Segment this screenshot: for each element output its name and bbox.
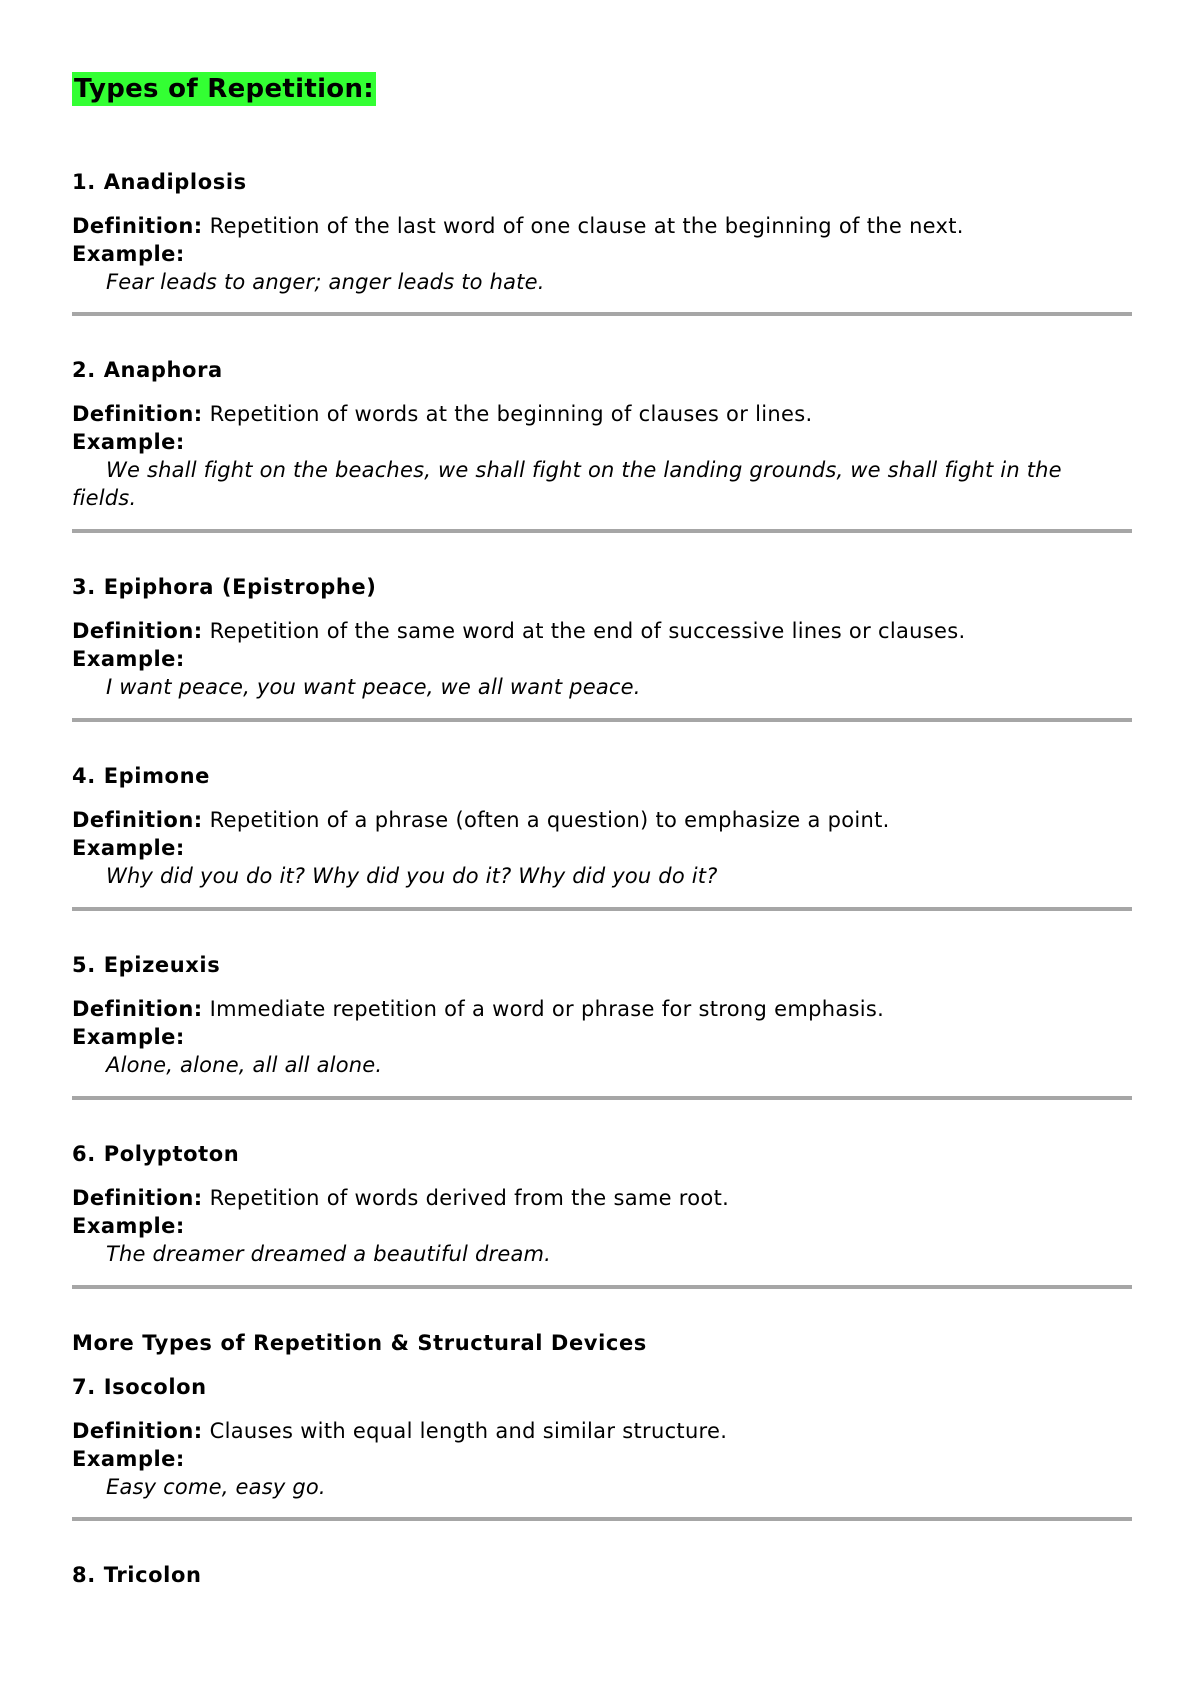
- subsection-block: [72, 1329, 1132, 1357]
- section-tricolon: [72, 1561, 1132, 1589]
- example-label: Example:: [72, 1447, 185, 1471]
- definition-label: Definition:: [72, 619, 203, 643]
- section-epiphora: [72, 573, 1132, 701]
- section-heading: 1. Anadiplosis: [72, 170, 247, 194]
- example-label: Example:: [72, 647, 185, 671]
- definition-line: [72, 995, 1132, 1023]
- example-text: The dreamer dreamed a beautiful dream.: [106, 1242, 552, 1266]
- definition-line: [72, 400, 1132, 428]
- section-heading: 6. Polyptoton: [72, 1142, 240, 1166]
- definition-label: Definition:: [72, 1419, 203, 1443]
- section-heading: 8. Tricolon: [72, 1563, 202, 1587]
- section-epizeuxis: [72, 951, 1132, 1079]
- subsection-title: More Types of Repetition & Structural Devices: [72, 1331, 647, 1355]
- example-label: Example:: [72, 836, 185, 860]
- section-isocolon: [72, 1373, 1132, 1501]
- definition-text: Repetition of the same word at the end of successive lines or clauses.: [209, 619, 966, 643]
- definition-label: Definition:: [72, 402, 203, 426]
- example-text: Easy come, easy go.: [106, 1475, 326, 1499]
- example-label: Example:: [72, 1214, 185, 1238]
- section-divider: [72, 907, 1132, 911]
- section-divider: [72, 529, 1132, 533]
- definition-line: [72, 1184, 1132, 1212]
- definition-text: Repetition of the last word of one clause at the beginning of the next.: [209, 214, 964, 238]
- section-divider: [72, 1096, 1132, 1100]
- definition-text: Immediate repetition of a word or phrase for strong emphasis.: [209, 997, 885, 1021]
- section-epimone: [72, 762, 1132, 890]
- example-text: I want peace, you want peace, we all want peace.: [106, 675, 641, 699]
- section-divider: [72, 312, 1132, 316]
- section-heading: 2. Anaphora: [72, 358, 223, 382]
- definition-label: Definition:: [72, 997, 203, 1021]
- section-anaphora: [72, 356, 1132, 512]
- example-text: Why did you do it? Why did you do it? Why did you do it?: [106, 864, 718, 888]
- section-heading: 4. Epimone: [72, 764, 210, 788]
- section-heading: 5. Epizeuxis: [72, 953, 221, 977]
- page-title: Types of Repetition:: [74, 74, 374, 104]
- section-divider: [72, 718, 1132, 722]
- section-polyptoton: [72, 1140, 1132, 1268]
- section-heading: 3. Epiphora (Epistrophe): [72, 575, 377, 599]
- definition-line: [72, 617, 1132, 645]
- section-divider: [72, 1517, 1132, 1521]
- definition-label: Definition:: [72, 808, 203, 832]
- definition-text: Repetition of a phrase (often a question) to emphasize a point.: [209, 808, 890, 832]
- example-text: We shall fight on the beaches, we shall fight on the landing grounds, we shall fight in the fields.: [72, 458, 1062, 510]
- definition-text: Clauses with equal length and similar structure.: [209, 1419, 728, 1443]
- example-label: Example:: [72, 1025, 185, 1049]
- definition-line: [72, 212, 1132, 240]
- definition-label: Definition:: [72, 214, 203, 238]
- example-label: Example:: [72, 242, 185, 266]
- example-label: Example:: [72, 430, 185, 454]
- definition-line: [72, 1417, 1132, 1445]
- definition-text: Repetition of words at the beginning of clauses or lines.: [209, 402, 813, 426]
- definition-text: Repetition of words derived from the same root.: [209, 1186, 730, 1210]
- section-divider: [72, 1285, 1132, 1289]
- definition-label: Definition:: [72, 1186, 203, 1210]
- definition-line: [72, 806, 1132, 834]
- section-heading: 7. Isocolon: [72, 1375, 207, 1399]
- section-anadiplosis: [72, 168, 1132, 296]
- example-text: Fear leads to anger; anger leads to hate.: [106, 270, 545, 294]
- example-text: Alone, alone, all all alone.: [106, 1053, 383, 1077]
